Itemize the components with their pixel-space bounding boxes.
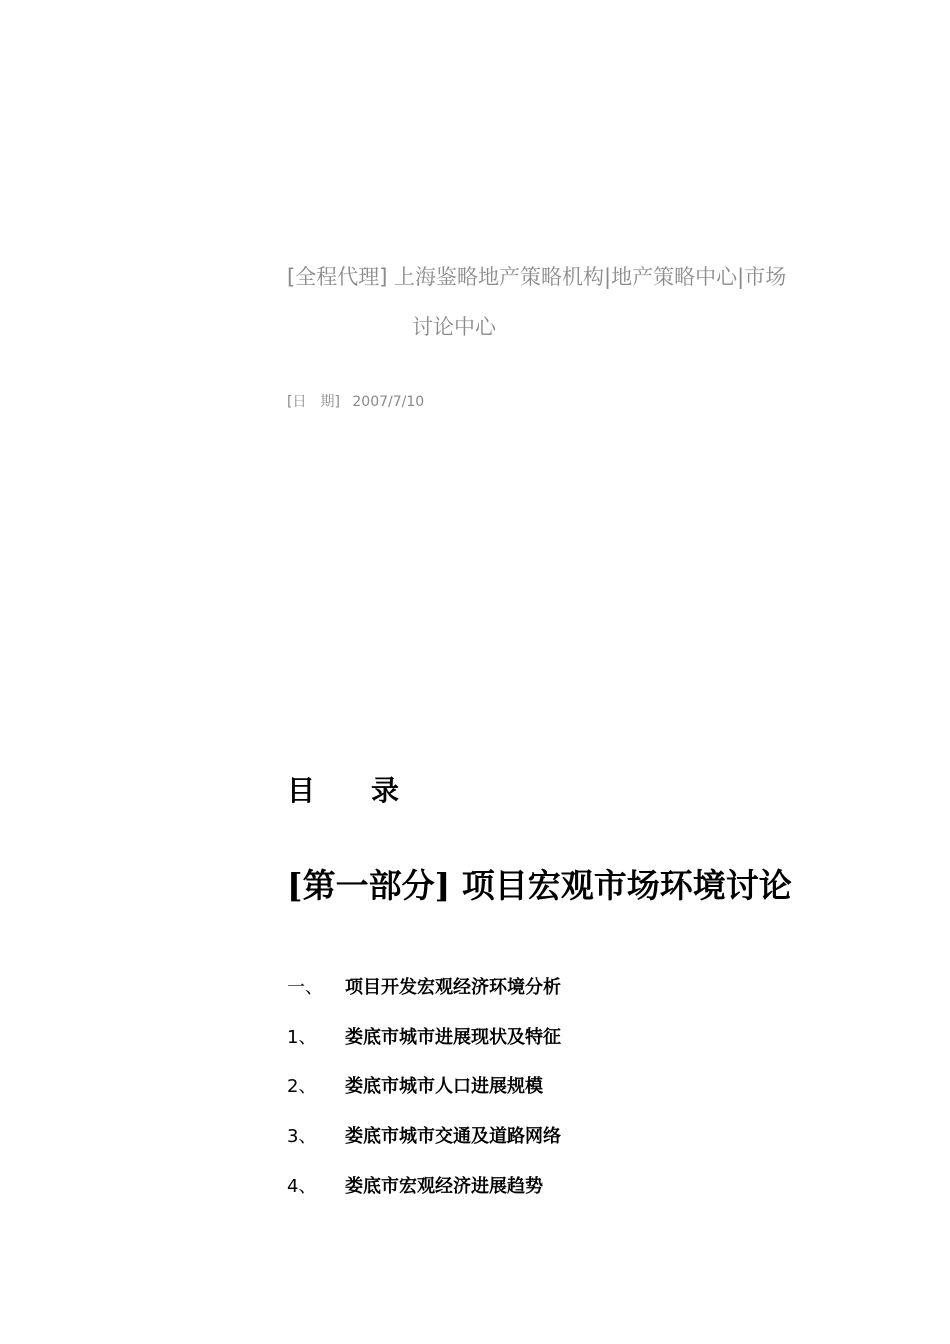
toc-item-text: 娄底市城市交通及道路网络 [345, 1126, 561, 1148]
toc-item-text: 娄底市宏观经济进展趋势 [345, 1175, 543, 1197]
toc-item-number: 3、 [287, 1126, 317, 1148]
toc-item [287, 1173, 561, 1223]
toc-title-right: 录 [371, 774, 400, 807]
date-row [287, 392, 424, 412]
toc-title [287, 772, 399, 810]
toc-item-number: 4、 [287, 1175, 317, 1197]
toc-item-number: 2、 [287, 1076, 317, 1098]
toc-item-number: 1、 [287, 1026, 317, 1048]
toc-title-left: 目 [287, 774, 316, 807]
company-header-line-2: 讨论中心 [412, 315, 496, 339]
toc-list [287, 974, 561, 1222]
toc-item [287, 1073, 561, 1123]
company-header-line-1: [全程代理] 上海鉴略地产策略机构|地产策略中心|市场 [287, 265, 787, 289]
date-label: [日 期] [287, 394, 340, 410]
toc-item [287, 1123, 561, 1173]
toc-item [287, 1024, 561, 1074]
toc-item-number: 一、 [287, 977, 323, 998]
date-value: 2007/7/10 [352, 394, 425, 410]
toc-item-text: 项目开发宏观经济环境分析 [345, 977, 561, 998]
toc-item-text: 娄底市城市进展现状及特征 [345, 1026, 561, 1048]
part-heading: [第一部分] 项目宏观市场环境讨论 [287, 866, 792, 905]
toc-item-text: 娄底市城市人口进展规模 [345, 1076, 543, 1098]
toc-item [287, 974, 561, 1024]
